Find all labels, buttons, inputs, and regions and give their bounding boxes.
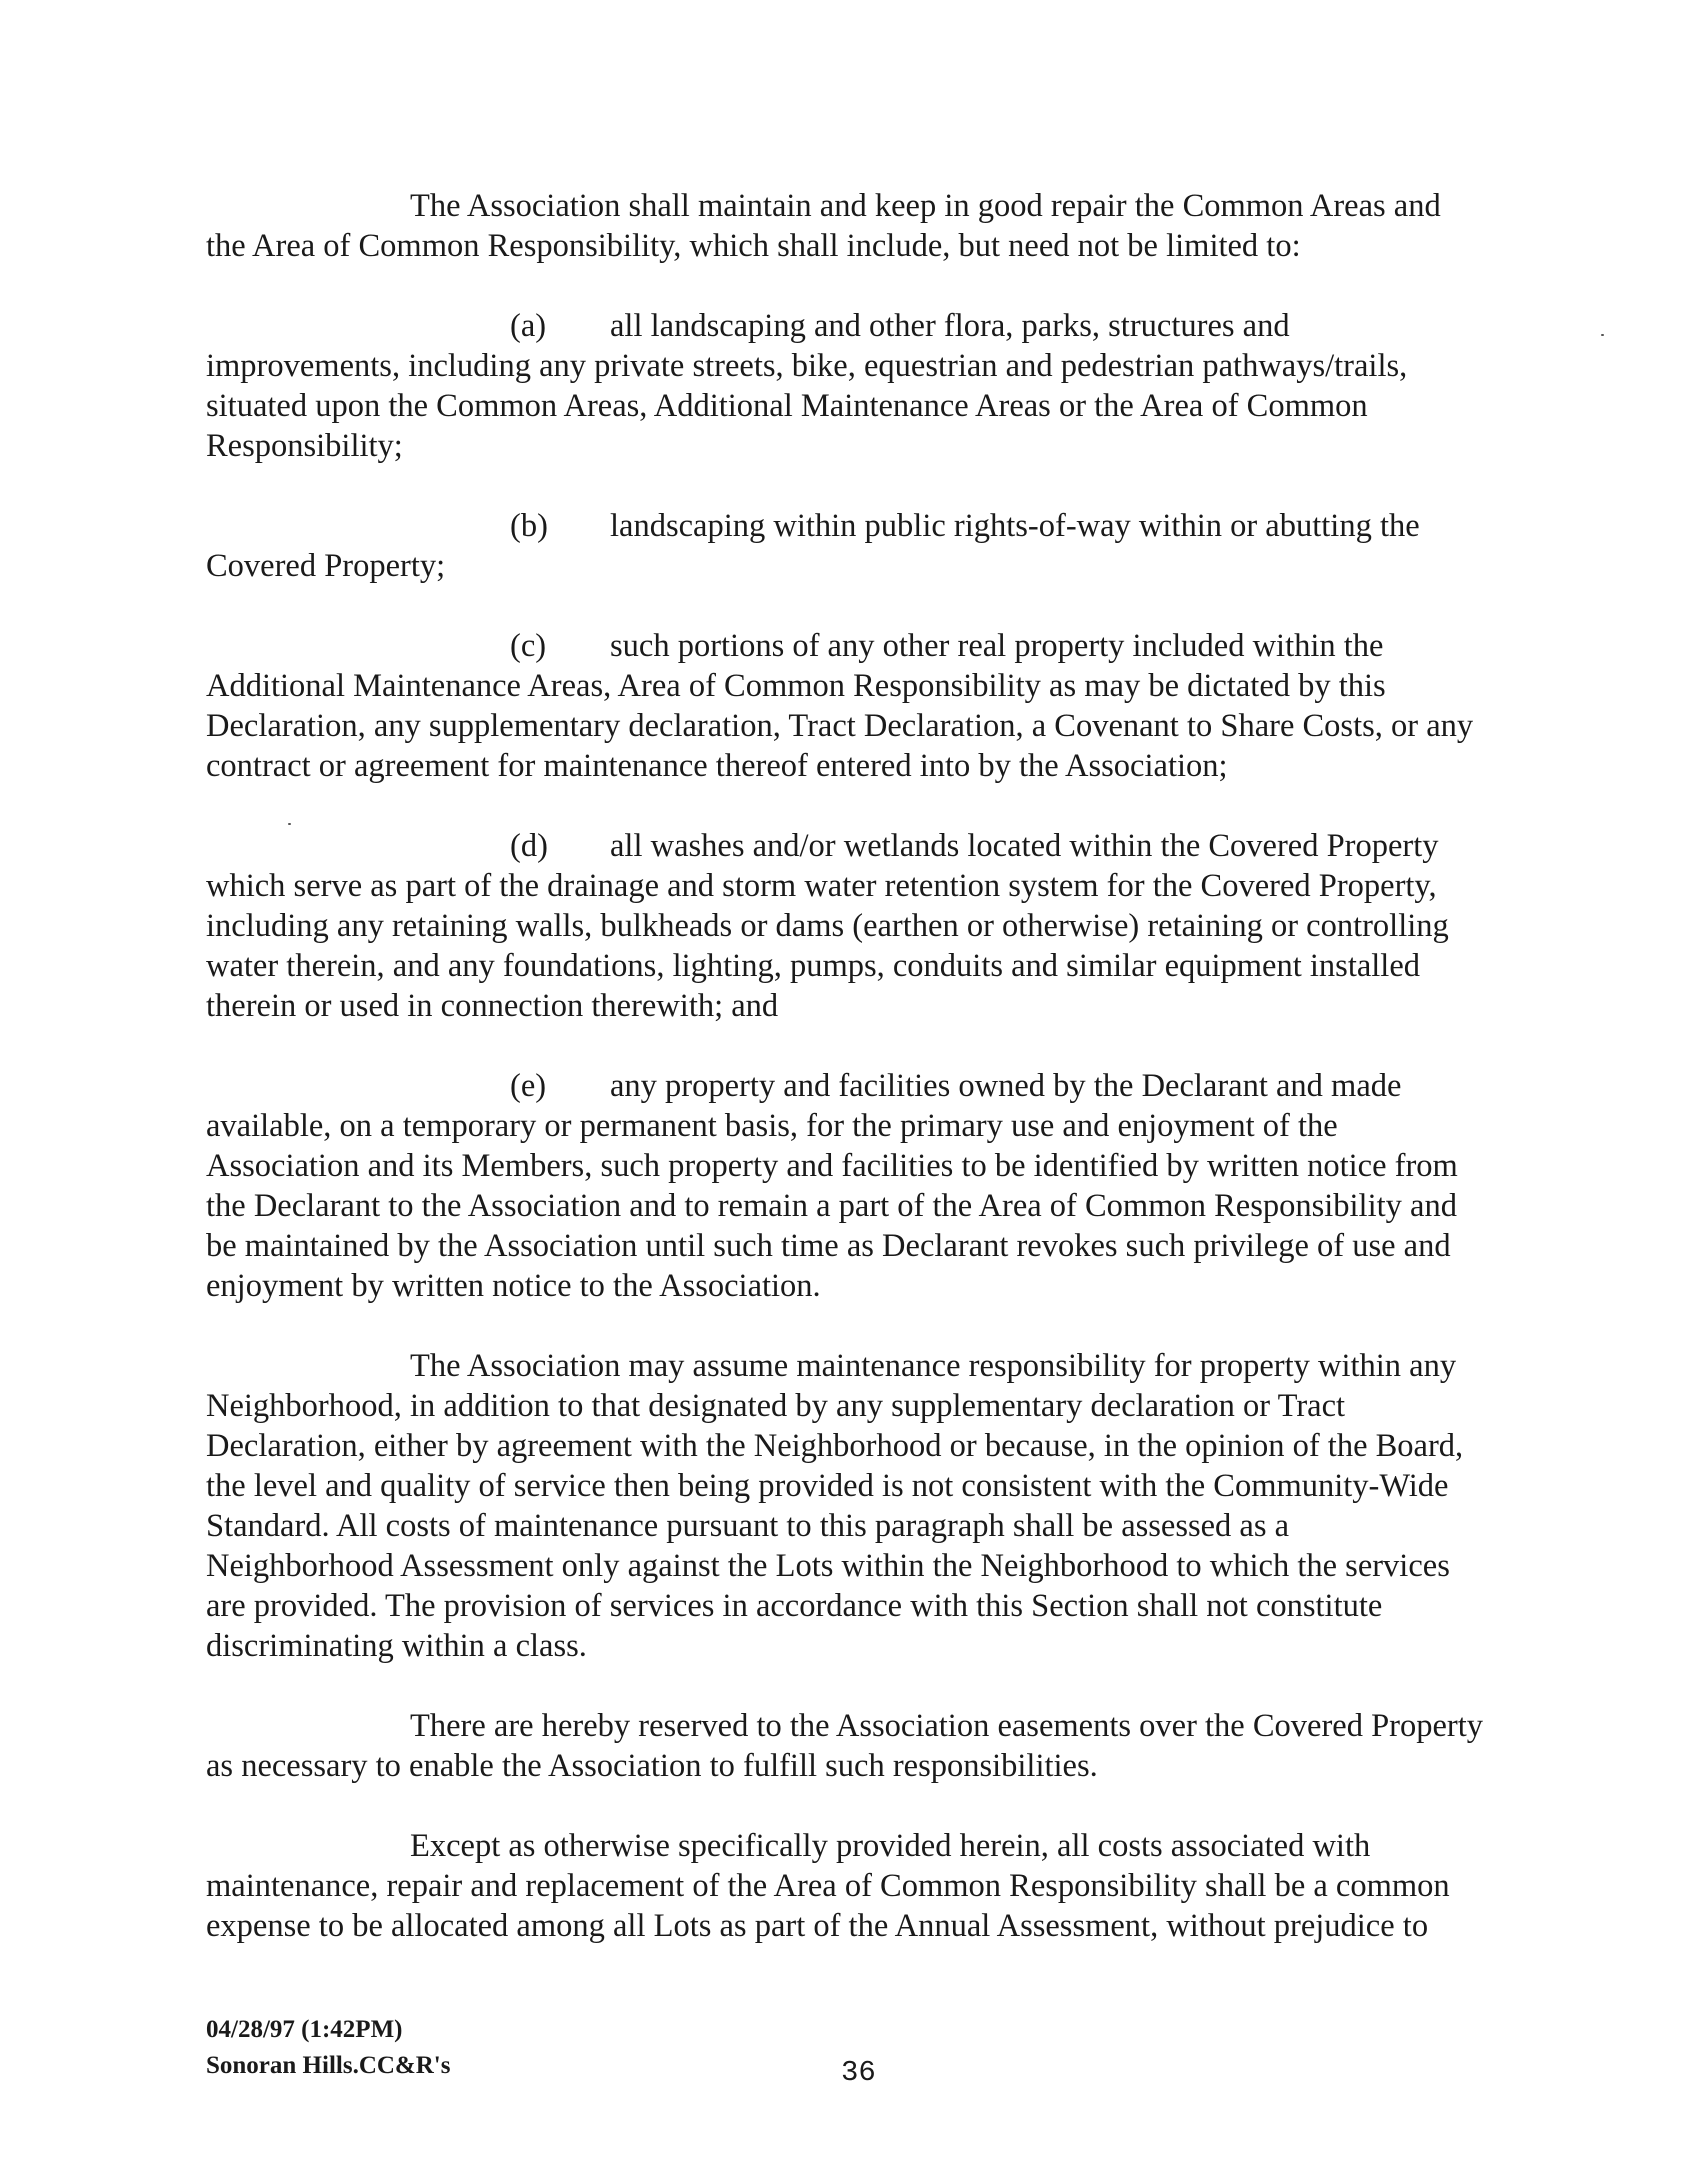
item-a-first-line: all landscaping and other flora, parks, structures and: [610, 308, 1290, 344]
scan-speck: [288, 823, 291, 825]
costs-paragraph: Except as otherwise specifically provided herein, all costs associated with maintenance, repair and replacement of the Area of Common Responsibility shall be a common expense to be allocated among all Lots as part of the Annual Assessment, without prejudice to: [206, 1828, 1450, 1944]
item-b-body: Covered Property;: [206, 548, 446, 584]
item-b-first-line: landscaping within public rights-of-way within or abutting the: [610, 508, 1420, 544]
item-e-label: (e): [510, 1068, 547, 1104]
item-d-body: which serve as part of the drainage and storm water retention system for the Covered Property, including any retaining walls, bulkheads or dams (earthen or otherwise) retaining or controlling water therein, and any foundations, lighting, pumps, conduits and similar equipment installed therein or used in connection therewith; and: [206, 868, 1449, 1024]
item-c-first-line: such portions of any other real property included within the: [610, 628, 1384, 664]
item-e-body: available, on a temporary or permanent basis, for the primary use and enjoyment of the Association and its Members, such property and facilities to be identified by written notice from the Declarant to the Association and to remain a part of the Area of Common Responsibility and be maintained by the Association until such time as Declarant revokes such privilege of use and enjoyment by written notice to the Association.: [206, 1108, 1458, 1304]
footer-document-stamp: 04/28/97 (1:42PM) Sonoran Hills.CC&R's: [206, 2016, 451, 2079]
item-b-label: (b): [510, 508, 548, 544]
item-a-label: (a): [510, 308, 547, 344]
intro-paragraph: The Association shall maintain and keep in good repair the Common Areas and the Area of Common Responsibility, which shall include, but need not be limited to:: [206, 188, 1441, 264]
item-e-first-line: any property and facilities owned by the Declarant and made: [610, 1068, 1402, 1104]
easements-paragraph: There are hereby reserved to the Association easements over the Covered Property as necessary to enable the Association to fulfill such responsibilities.: [206, 1708, 1483, 1784]
page-number: 36: [841, 2056, 876, 2089]
item-c-label: (c): [510, 628, 547, 664]
neighborhood-paragraph: The Association may assume maintenance responsibility for property within any Neighborhood, in addition to that designated by any supplementary declaration or Tract Declaration, either by agreement with the Neighborhood or because, in the opinion of the Board, the level and quality of service then being provided is not consistent with the Community-Wide Standard. All costs of maintenance pursuant to this paragraph shall be assessed as a Neighborhood Assessment only against the Lots within the Neighborhood to which the services are provided. The provision of services in accordance with this Section shall not constitute discriminating within a class.: [206, 1348, 1464, 1664]
item-a-body: improvements, including any private streets, bike, equestrian and pedestrian pathways/trails, situated upon the Common Areas, Additional Maintenance Areas or the Area of Common Responsibility;: [206, 348, 1408, 464]
item-c-body: Additional Maintenance Areas, Area of Common Responsibility as may be dictated by this Declaration, any supplementary declaration, Tract Declaration, a Covenant to Share Costs, or any contract or agreement for maintenance thereof entered into by the Association;: [206, 668, 1474, 784]
item-d-label: (d): [510, 828, 548, 864]
scan-speck: [1601, 334, 1604, 336]
item-d-first-line: all washes and/or wetlands located within the Covered Property: [610, 828, 1439, 864]
